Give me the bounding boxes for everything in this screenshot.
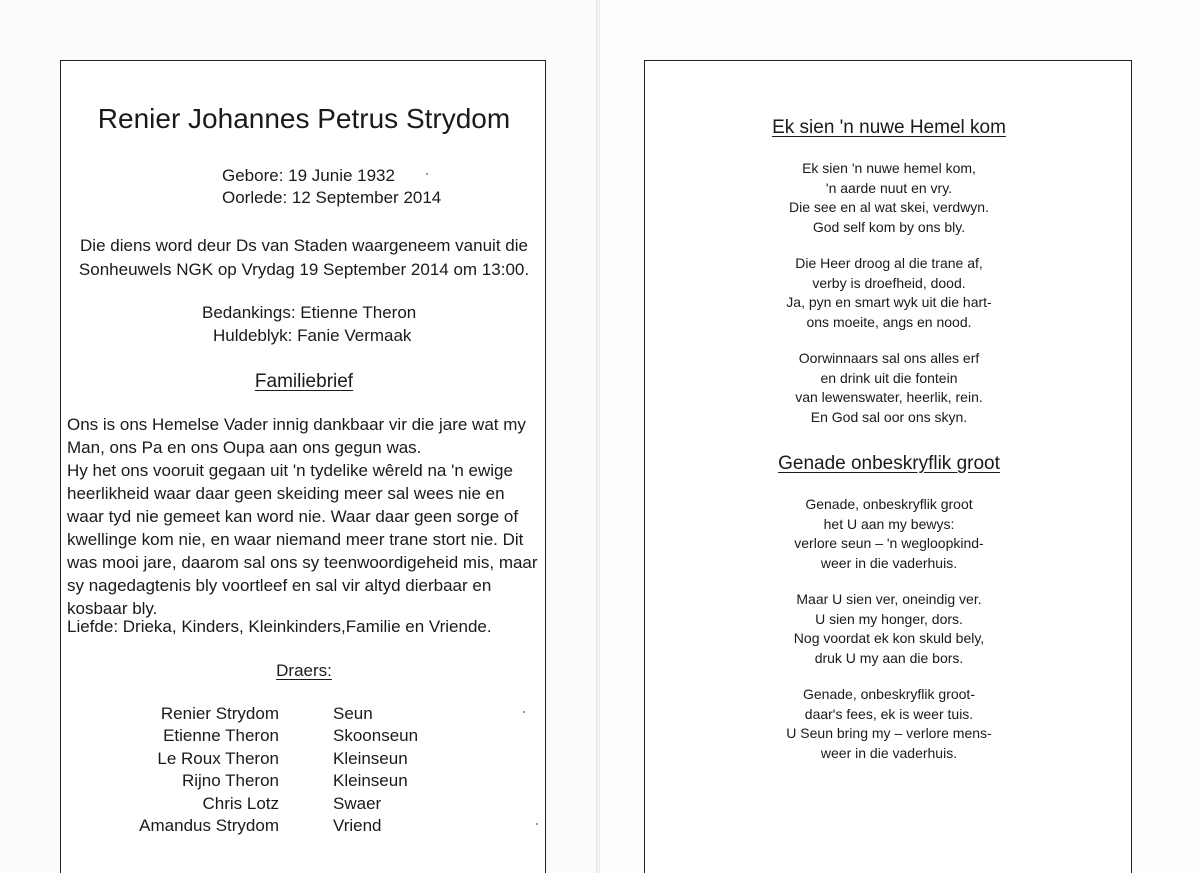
verse-line: Genade, onbeskryflik groot <box>805 496 973 512</box>
bearers-heading: Draers: <box>276 661 332 680</box>
page-fold <box>596 0 600 873</box>
service-details <box>61 234 547 282</box>
verse-line: van lewenswater, heerlik, rein. <box>795 389 983 405</box>
verse-line: Nog voordat ek kon skuld bely, <box>793 630 985 646</box>
hymn-title: Genade onbeskryflik groot <box>778 453 1000 474</box>
verse-line: ons moeite, angs en nood. <box>806 313 972 330</box>
bearer-row <box>61 816 547 838</box>
hymn-verse <box>645 254 1133 332</box>
verse-line: weer in die vaderhuis. <box>820 554 958 571</box>
bearers-list <box>61 704 547 838</box>
bearer-relation: Skoonseun <box>333 726 419 746</box>
letter-paragraph: Ons is ons Hemelse Vader innig dankbaar vir die jare wat my Man, ons Pa en ons Oupa aan ons gegun was. <box>67 415 526 457</box>
verse-line: verlore seun – 'n wegloopkind- <box>794 535 984 551</box>
service-line: Die diens word deur Ds van Staden waargeneem vanuit die <box>80 236 528 255</box>
verse-line: Oorwinnaars sal ons alles erf <box>798 350 980 366</box>
verse-line: druk U my aan die bors. <box>814 649 964 666</box>
verse-line: U sien my honger, dors. <box>815 610 963 627</box>
bearer-relation: Kleinseun <box>333 771 408 791</box>
verse-line: God self kom by ons bly. <box>812 218 966 235</box>
hymn-verse <box>645 349 1133 427</box>
obituary-panel <box>60 60 546 873</box>
bearer-name: Rijno Theron <box>181 771 279 791</box>
verse-line: U Seun bring my – verlore mens- <box>786 725 992 741</box>
hymns-panel <box>644 60 1132 873</box>
verse-line: Maar U sien ver, oneindig ver. <box>796 591 982 607</box>
bearer-relation: Seun <box>333 704 373 723</box>
bearer-name: Le Roux Theron <box>157 748 279 768</box>
family-letter <box>67 413 541 620</box>
verse-line: Die Heer droog al die trane af, <box>795 255 983 271</box>
verse-line: En God sal oor ons skyn. <box>810 408 968 425</box>
verse-line: verby is droefheid, dood. <box>812 274 966 291</box>
service-line: Sonheuwels NGK op Vrydag 19 September 2014 om 13:00. <box>78 260 530 279</box>
thanks-line: Bedankings: Etienne Theron <box>202 303 417 322</box>
hymn-verse <box>645 685 1133 763</box>
bearer-name: Renier Strydom <box>160 704 279 723</box>
bearer-row <box>61 749 547 771</box>
paper-speck <box>536 823 538 825</box>
verse-line: en drink uit die fontein <box>820 369 958 386</box>
bearer-name: Chris Lotz <box>202 793 279 813</box>
verse-line: het U aan my bewys: <box>823 515 955 532</box>
letter-paragraph: Hy het ons vooruit gegaan uit 'n tydelike wêreld na 'n ewige heerlikheid waar daar geen skeiding meer sal wees nie en waar tyd nie gemeet kan word nie. Waar daar geen sorge of kwellinge kom nie, en waar niemand meer trane stort nie. Dit was mooi jare, daarom sal ons sy teenwoordigeheid mis, maar sy nagedagtenis bly voortleef en sal vir altyd dierbaar en kosbaar bly. <box>67 461 538 618</box>
bearer-row <box>61 704 547 726</box>
verse-line: Genade, onbeskryflik groot- <box>803 686 975 702</box>
hymn-verse <box>645 495 1133 573</box>
verse-line: daar's fees, ek is weer tuis. <box>804 705 974 722</box>
bearer-relation: Kleinseun <box>333 748 408 768</box>
death-date: Oorlede: 12 September 2014 <box>222 188 442 207</box>
verse-line: weer in die vaderhuis. <box>820 744 958 761</box>
love-from-line: Liefde: Drieka, Kinders, Kleinkinders,Familie en Vriende. <box>67 617 492 636</box>
hymn-verse <box>645 159 1133 237</box>
bearer-row <box>61 794 547 816</box>
paper-speck <box>523 711 525 713</box>
tribute-line: Huldeblyk: Fanie Vermaak <box>213 326 412 345</box>
bearer-name: Amandus Strydom <box>139 815 279 835</box>
verse-line: Die see en al wat skei, verdwyn. <box>789 199 989 215</box>
bearer-relation: Swaer <box>333 793 382 813</box>
paper-speck <box>426 173 428 175</box>
verse-line: Ja, pyn en smart wyk uit die hart- <box>786 294 992 310</box>
verse-line: 'n aarde nuut en vry. <box>825 179 953 196</box>
hymn-verse <box>645 590 1133 668</box>
bearer-relation: Vriend <box>333 815 382 835</box>
deceased-name: Renier Johannes Petrus Strydom <box>97 103 511 134</box>
hymn-title: Ek sien 'n nuwe Hemel kom <box>772 117 1006 138</box>
verse-line: Ek sien 'n nuwe hemel kom, <box>802 160 976 176</box>
bearer-row <box>61 726 547 748</box>
family-letter-heading: Familiebrief <box>254 371 354 392</box>
birth-date: Gebore: 19 Junie 1932 <box>222 166 395 185</box>
bearer-name: Etienne Theron <box>163 726 279 746</box>
bearer-row <box>61 771 547 793</box>
